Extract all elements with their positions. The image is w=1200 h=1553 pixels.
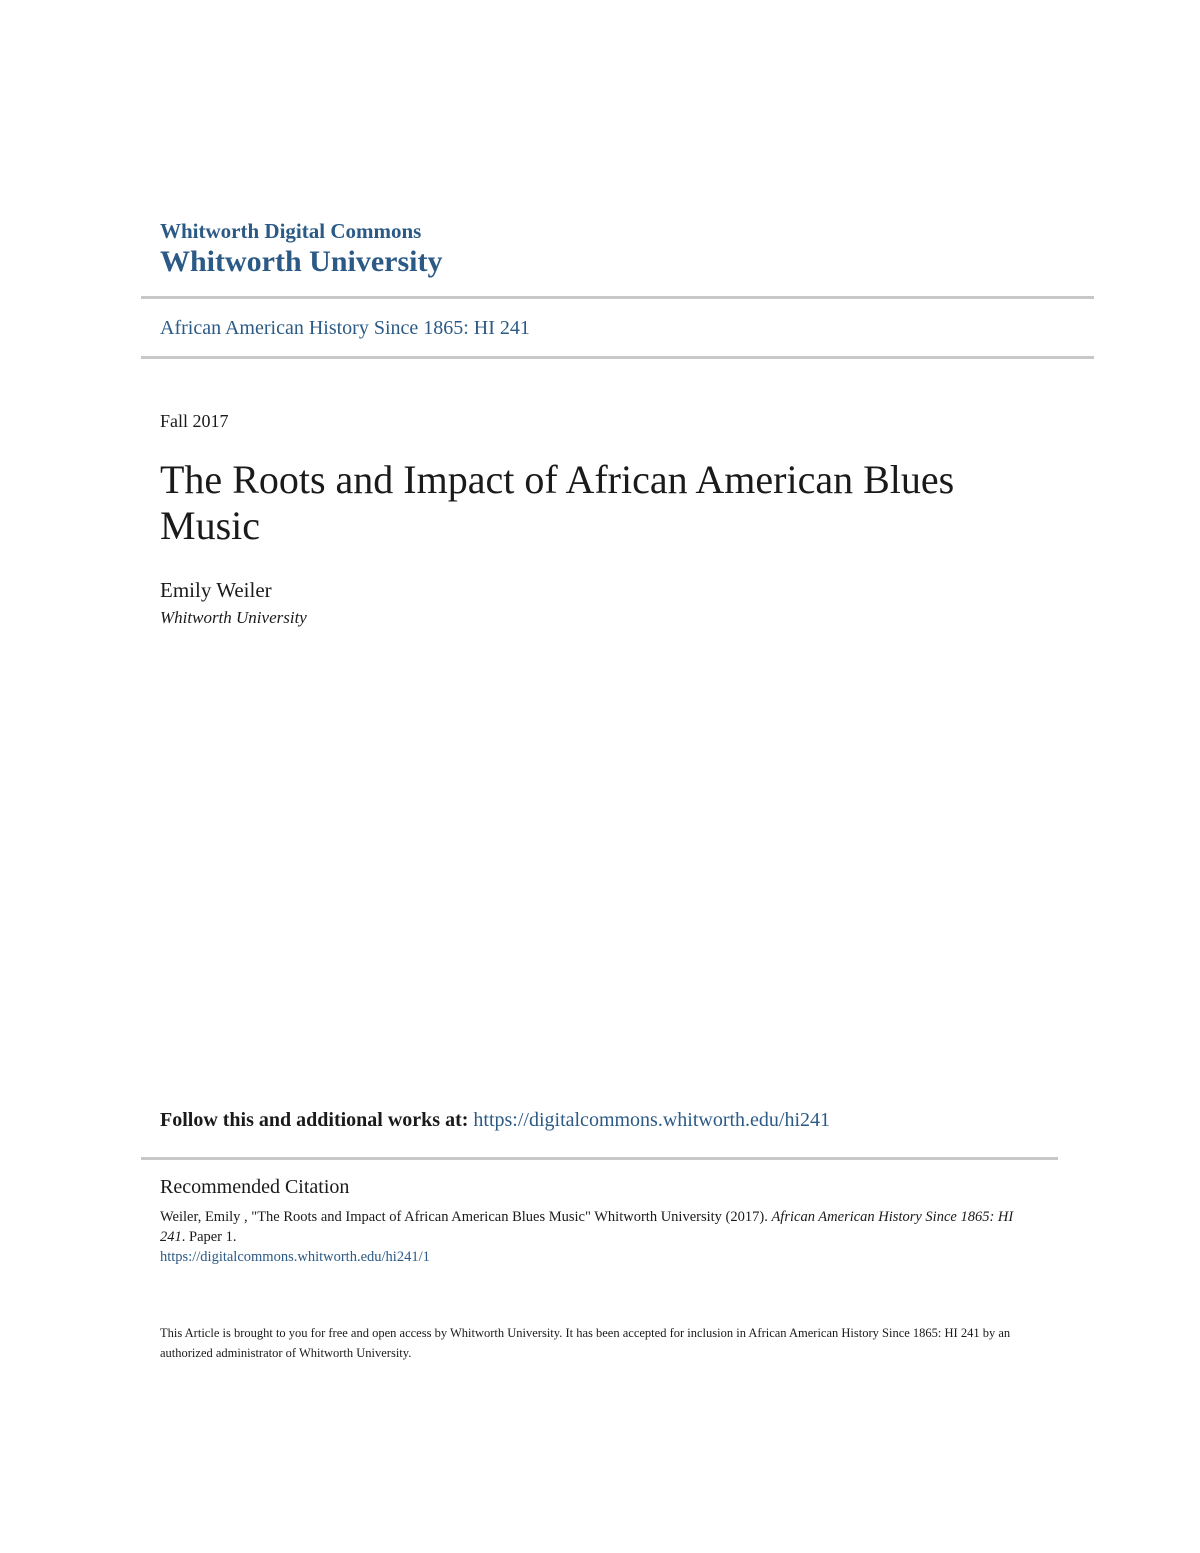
citation-link[interactable]: https://digitalcommons.whitworth.edu/hi241/1 [160,1249,430,1265]
author-name: Emily Weiler [160,578,272,602]
repository-name: Whitworth Digital Commons [160,219,422,243]
article-title: The Roots and Impact of African American Blues Music [160,457,955,548]
citation-heading: Recommended Citation [160,1176,350,1198]
follow-link[interactable]: https://digitalcommons.whitworth.edu/hi241 [473,1109,831,1131]
series-link[interactable]: African American History Since 1865: HI 241 [160,317,530,339]
follow-label: Follow this and additional works at: [160,1109,469,1131]
citation-divider [141,1157,1058,1160]
header-divider-bottom [141,356,1094,359]
publication-date: Fall 2017 [160,411,229,431]
institution-name: Whitworth University [160,245,443,278]
citation-text-main: Weiler, Emily , "The Roots and Impact of African American Blues Music" Whitworth University (2017). [160,1209,772,1225]
author-affiliation: Whitworth University [160,608,307,627]
header-divider-top [141,296,1094,299]
citation-text-tail: . Paper 1. [181,1229,237,1245]
citation-text [160,1207,1020,1267]
follow-line [160,1109,830,1132]
citation-series-italic: African American History Since 1865: HI 241 [160,1209,1014,1245]
open-access-note: This Article is brought to you for free and open access by Whitworth University. It has been accepted for inclusion in African American History Since 1865: HI 241 by an authorized administrator of Whitworth University. [160,1326,1011,1360]
